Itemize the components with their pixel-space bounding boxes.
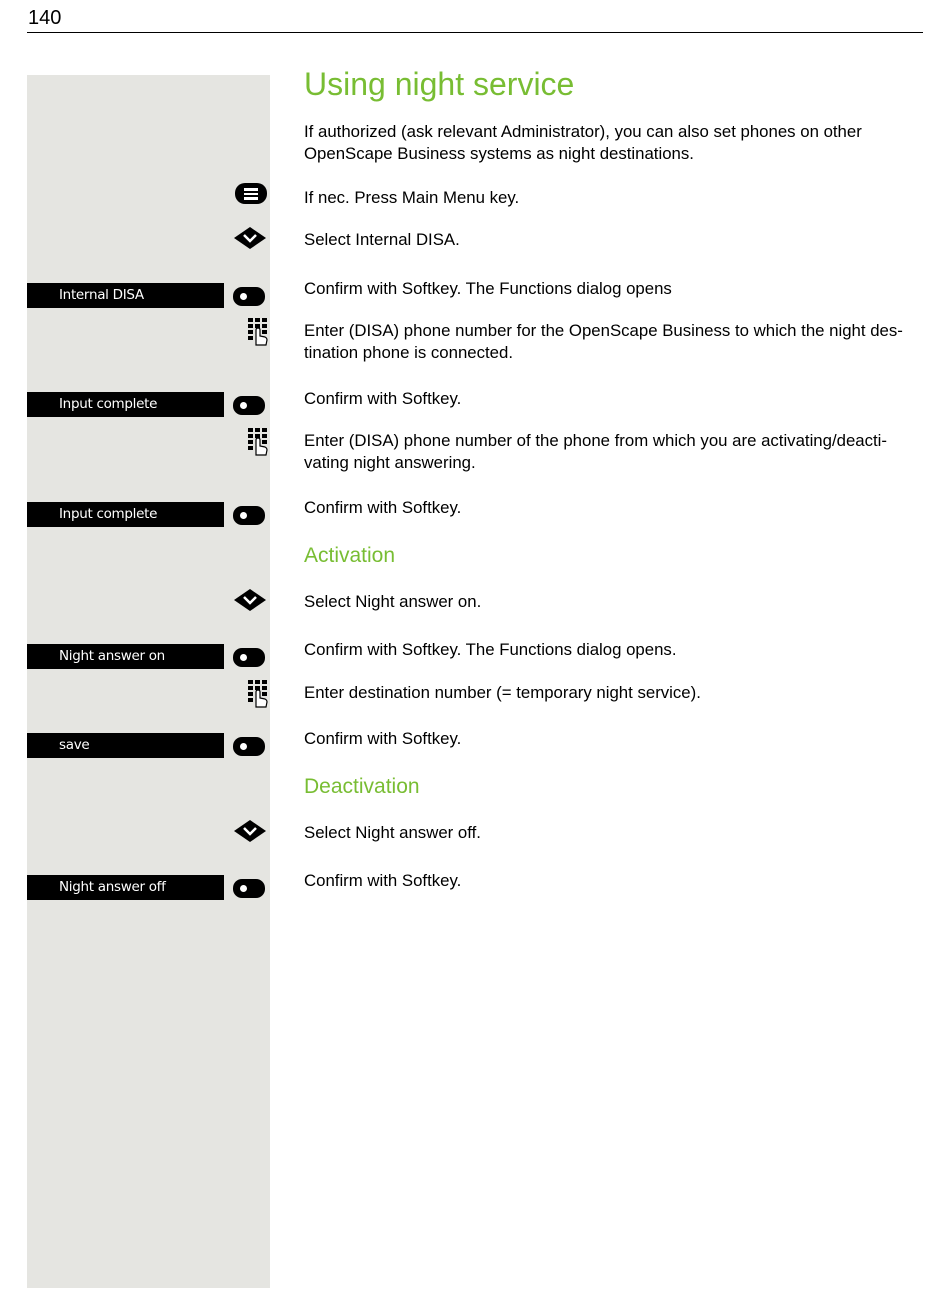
navigator-icon	[234, 227, 266, 249]
keypad-icon	[248, 680, 268, 708]
softkey-label-save[interactable]: save	[27, 733, 224, 758]
softkey-label-night-answer-off[interactable]: Night answer off	[27, 875, 224, 900]
softkey-label-night-answer-on[interactable]: Night answer on	[27, 644, 224, 669]
softkey-button-icon[interactable]	[233, 396, 265, 415]
step-text: Confirm with Softkey. The Functions dialog opens	[304, 279, 672, 298]
step-text: Confirm with Softkey.	[304, 729, 462, 748]
softkey-button-icon[interactable]	[233, 506, 265, 525]
keypad-icon	[248, 318, 268, 346]
main-menu-key-icon	[235, 183, 267, 204]
page-title: Using night service	[304, 66, 575, 102]
step-text: Select Internal DISA.	[304, 230, 460, 249]
header-divider	[27, 32, 923, 33]
softkey-button-icon[interactable]	[233, 287, 265, 306]
intro-text: If authorized (ask relevant Administrator), you can also set phones on other OpenScape Business systems as night destinations.	[304, 122, 862, 163]
step-text: Select Night answer on.	[304, 592, 482, 611]
navigator-icon	[234, 589, 266, 611]
side-panel	[27, 75, 270, 1288]
page-number: 140	[28, 7, 62, 29]
step-text: Select Night answer off.	[304, 823, 481, 842]
step-text: Enter destination number (= temporary night service).	[304, 683, 701, 702]
step-text: Confirm with Softkey. The Functions dialog opens.	[304, 640, 677, 659]
softkey-label-internal-disa[interactable]: Internal DISA	[27, 283, 224, 308]
section-title-activation: Activation	[304, 544, 396, 567]
step-text: Confirm with Softkey.	[304, 389, 462, 408]
step-text: Enter (DISA) phone number of the phone from which you are activating/deacti-vating night answering.	[304, 431, 887, 472]
step-text: Confirm with Softkey.	[304, 871, 462, 890]
softkey-label-input-complete[interactable]: Input complete	[27, 392, 224, 417]
softkey-button-icon[interactable]	[233, 737, 265, 756]
softkey-label-input-complete[interactable]: Input complete	[27, 502, 224, 527]
softkey-button-icon[interactable]	[233, 879, 265, 898]
keypad-icon	[248, 428, 268, 456]
step-text: If nec. Press Main Menu key.	[304, 188, 520, 207]
navigator-icon	[234, 820, 266, 842]
step-text: Enter (DISA) phone number for the OpenScape Business to which the night des-tination phone is connected.	[304, 321, 903, 362]
section-title-deactivation: Deactivation	[304, 775, 420, 798]
softkey-button-icon[interactable]	[233, 648, 265, 667]
step-text: Confirm with Softkey.	[304, 498, 462, 517]
